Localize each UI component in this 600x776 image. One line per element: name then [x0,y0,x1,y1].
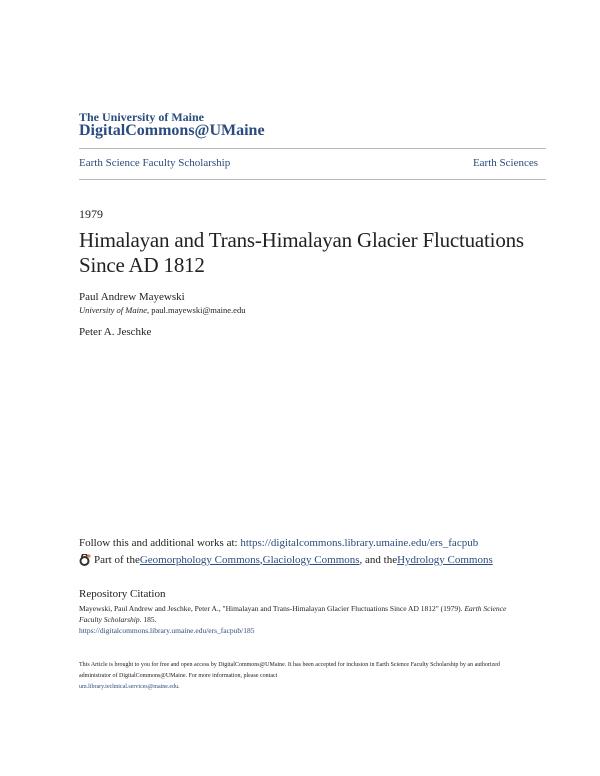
notice-end: . [178,684,180,690]
separator: , [259,554,263,566]
university-name: The University of Maine [79,110,204,124]
geomorphology-commons-link[interactable]: Geomorphology Commons [139,554,260,566]
part-of-prefix: Part of the [94,554,140,566]
author-affiliation: University of Maine, paul.mayewski@maine.edu [79,305,246,315]
author-email: paul.mayewski@maine.edu [151,305,246,315]
repository-name[interactable]: DigitalCommons@UMaine [79,122,265,139]
citation-heading: Repository Citation [79,588,166,600]
follow-text: Follow this and additional works at: [79,537,241,549]
affiliation-name: University of Maine [79,305,147,315]
top-divider [79,148,546,149]
department-link[interactable]: Earth Sciences [472,157,538,169]
notice-text: This Article is brought to you for free and open access by DigitalCommons@UMaine. It has been accepted for inclusion in Earth Science Faculty Scholarship by an authorized administrator of DigitalCommons@UMaine. For more information, please contact [79,662,500,679]
open-access-icon [79,554,91,566]
follow-line [79,537,478,549]
citation-journal: Earth Science Faculty Scholarship [79,604,507,624]
bottom-divider [79,179,546,180]
separator: , and the [359,554,398,566]
glaciology-commons-link[interactable]: Glaciology Commons [262,554,360,566]
citation-text [79,603,529,636]
paper-title: Himalayan and Trans-Himalayan Glacier Fluctuations Since AD 1812 [79,228,524,277]
publication-year: 1979 [79,207,103,221]
collection-url-link[interactable]: https://digitalcommons.library.umaine.edu/ers_facpub [240,537,479,549]
part-of-line [79,554,493,566]
collection-link[interactable]: Earth Science Faculty Scholarship [79,157,231,169]
access-notice [79,660,519,693]
citation-body: Mayewski, Paul Andrew and Jeschke, Peter A., "Himalayan and Trans-Himalayan Glacier Fluctuations Since AD 1812" (1979). [79,604,463,613]
contact-email-link[interactable]: um.library.technical.services@maine.edu [79,684,179,690]
author-name: Paul Andrew Mayewski [79,291,185,303]
author-name: Peter A. Jeschke [79,326,152,338]
citation-number: . 185. [139,615,157,624]
citation-url-link[interactable]: https://digitalcommons.library.umaine.edu/ers_facpub/185 [79,626,255,635]
hydrology-commons-link[interactable]: Hydrology Commons [397,554,493,566]
